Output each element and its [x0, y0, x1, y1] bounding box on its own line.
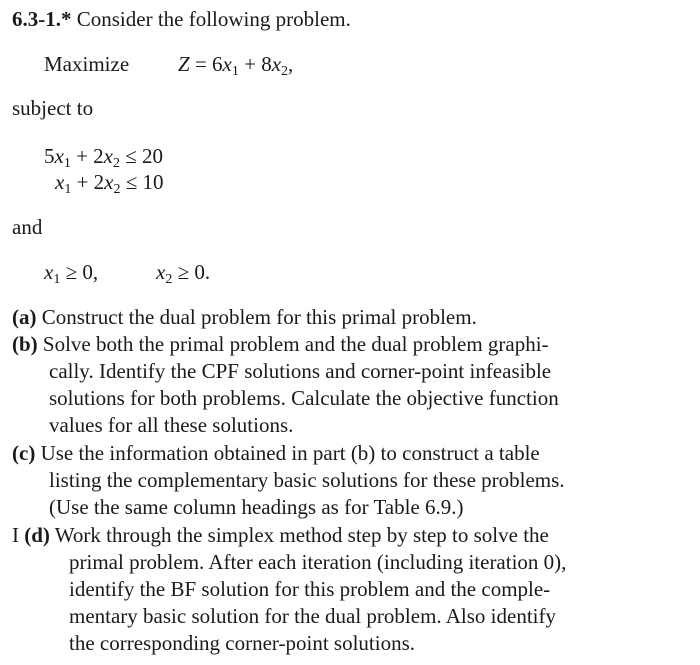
part-d-line-5: the corresponding corner-point solutions.: [69, 631, 416, 655]
constraint-1: $5x_1 + 2x_2 \le 20$: [44, 144, 164, 171]
part-c-line-3: (Use the same column headings as for Table 6.9.): [49, 495, 464, 519]
part-b-line-2: cally. Identify the CPF solutions and corner-point infeasible: [49, 359, 552, 383]
problem-intro: Consider the following problem.: [76, 7, 351, 31]
nonneg-x2: $x_2 \ge 0$.: [156, 260, 211, 287]
part-a-line-1: Construct the dual problem for this primal problem.: [41, 305, 477, 329]
nonneg-x1: $x_1 \ge 0$,: [44, 260, 99, 287]
part-d-prefix: I: [12, 523, 19, 547]
part-b-line-1: Solve both the primal problem and the dual problem graphi-: [42, 332, 549, 356]
part-d-label: (d): [24, 523, 50, 547]
part-d: [12, 522, 617, 657]
part-b-line-3: solutions for both problems. Calculate the objective function: [49, 386, 559, 410]
part-a: [12, 304, 617, 331]
part-c-label: (c): [12, 441, 36, 465]
part-c: [12, 440, 617, 521]
part-c-line-1: Use the information obtained in part (b) to construct a table: [40, 441, 540, 465]
subject-to-label: subject to: [12, 96, 94, 120]
part-d-line-4: mentary basic solution for the dual problem. Also identify: [69, 604, 556, 628]
part-b-line-4: values for all these solutions.: [49, 413, 294, 437]
part-d-line-1: Work through the simplex method step by step to solve the: [54, 523, 549, 547]
objective-function: $Z = 6x_1 + 8x_2$,: [178, 52, 294, 79]
part-b: [12, 331, 617, 439]
part-c-line-2: listing the complementary basic solutions for these problems.: [49, 468, 565, 492]
problem-header: [12, 6, 351, 33]
objective-verb: Maximize: [44, 52, 130, 76]
part-d-line-2: primal problem. After each iteration (including iteration 0),: [69, 550, 567, 574]
part-a-label: (a): [12, 305, 37, 329]
part-b-label: (b): [12, 332, 38, 356]
problem-number: 6.3-1.*: [12, 7, 72, 31]
constraint-2: $x_1 + 2x_2 \le 10$: [55, 170, 164, 197]
part-d-line-3: identify the BF solution for this problem and the comple-: [69, 577, 551, 601]
and-label: and: [12, 215, 43, 239]
